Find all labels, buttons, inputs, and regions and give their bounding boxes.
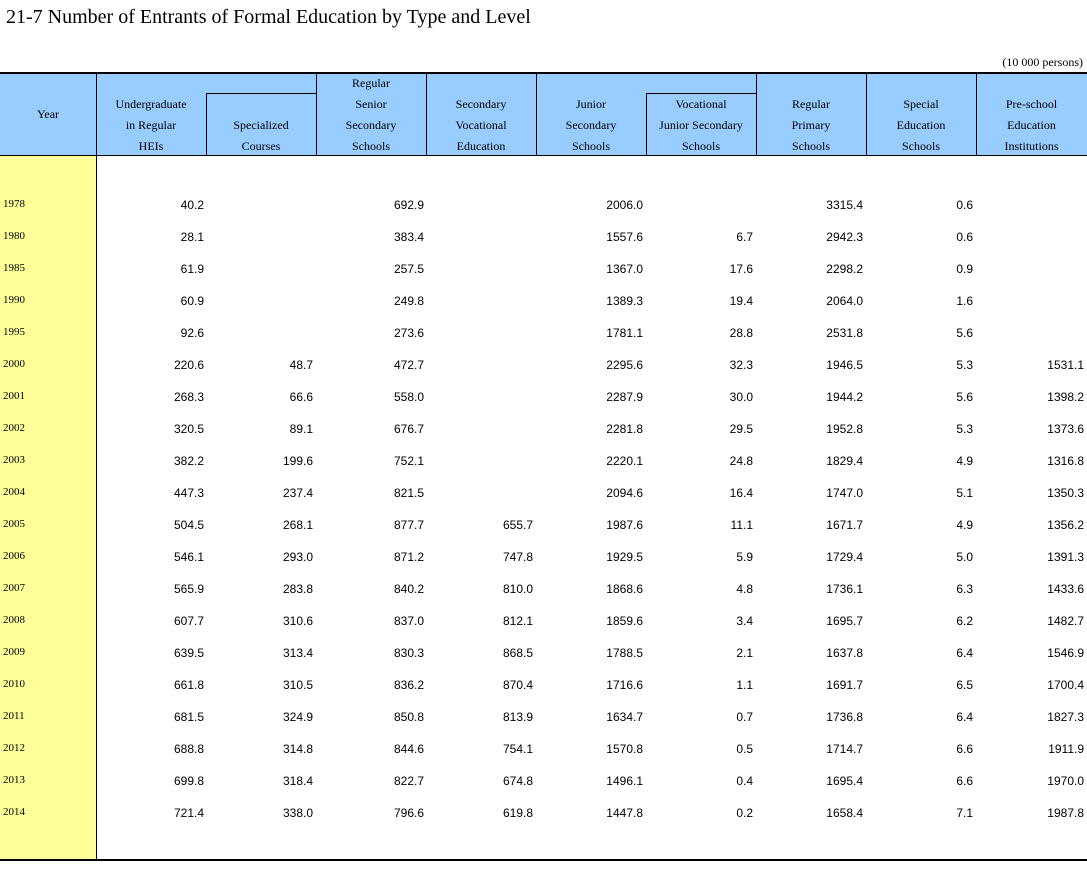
- value-cell: 220.6: [173, 358, 204, 372]
- value-cell: 5.3: [956, 358, 973, 372]
- value-cell: 268.1: [282, 518, 313, 532]
- header-year: Year: [36, 107, 60, 121]
- value-cell: 2287.9: [606, 390, 643, 404]
- value-cell: 2281.8: [606, 422, 643, 436]
- value-cell: 16.4: [729, 486, 753, 500]
- value-cell: 2295.6: [606, 358, 643, 372]
- value-cell: 472.7: [393, 358, 424, 372]
- value-cell: 1716.6: [606, 678, 643, 692]
- value-cell: 313.4: [282, 646, 313, 660]
- value-cell: 1700.4: [1047, 678, 1084, 692]
- value-cell: 1356.2: [1047, 518, 1084, 532]
- value-cell: 6.5: [956, 678, 973, 692]
- value-cell: 320.5: [173, 422, 204, 436]
- value-cell: 692.9: [393, 198, 424, 212]
- value-cell: 813.9: [502, 710, 533, 724]
- table-row: [0, 195, 1087, 215]
- value-cell: 844.6: [393, 742, 424, 756]
- year-cell: 1980: [3, 230, 25, 242]
- value-cell: 565.9: [173, 582, 204, 596]
- value-cell: 1398.2: [1047, 390, 1084, 404]
- value-cell: 871.2: [393, 550, 424, 564]
- value-cell: 310.5: [282, 678, 313, 692]
- value-cell: 2.1: [736, 646, 753, 660]
- value-cell: 1952.8: [826, 422, 863, 436]
- year-cell: 2006: [3, 550, 25, 562]
- header-pre-school: Pre-school Education Institutions: [1004, 97, 1059, 153]
- year-cell: 1985: [3, 262, 25, 274]
- value-cell: 1391.3: [1047, 550, 1084, 564]
- value-cell: 1496.1: [606, 774, 643, 788]
- value-cell: 3.4: [736, 614, 753, 628]
- value-cell: 6.4: [956, 710, 973, 724]
- value-cell: 1531.1: [1047, 358, 1084, 372]
- header-special-education: Special Education Schools: [896, 97, 946, 153]
- value-cell: 681.5: [173, 710, 204, 724]
- value-cell: 1946.5: [826, 358, 863, 372]
- value-cell: 40.2: [180, 198, 204, 212]
- value-cell: 721.4: [173, 806, 204, 820]
- table-row: [0, 707, 1087, 727]
- value-cell: 639.5: [173, 646, 204, 660]
- value-cell: 249.8: [393, 294, 424, 308]
- value-cell: 257.5: [393, 262, 424, 276]
- value-cell: 1634.7: [606, 710, 643, 724]
- value-cell: 6.6: [956, 742, 973, 756]
- value-cell: 0.7: [736, 710, 753, 724]
- value-cell: 29.5: [729, 422, 753, 436]
- year-cell: 2001: [3, 390, 25, 402]
- value-cell: 877.7: [393, 518, 424, 532]
- value-cell: 0.9: [956, 262, 973, 276]
- value-cell: 1316.8: [1047, 454, 1084, 468]
- value-cell: 747.8: [502, 550, 533, 564]
- value-cell: 812.1: [502, 614, 533, 628]
- value-cell: 1637.8: [826, 646, 863, 660]
- year-cell: 2007: [3, 582, 25, 594]
- value-cell: 382.2: [173, 454, 204, 468]
- header-junior-secondary: Junior Secondary Schools: [565, 97, 617, 153]
- value-cell: 1.1: [736, 678, 753, 692]
- value-cell: 1868.6: [606, 582, 643, 596]
- value-cell: 3315.4: [826, 198, 863, 212]
- value-cell: 752.1: [393, 454, 424, 468]
- page-title: 21-7 Number of Entrants of Formal Education by Type and Level: [6, 6, 531, 28]
- value-cell: 6.3: [956, 582, 973, 596]
- table-top-rule: [0, 72, 1087, 74]
- value-cell: 383.4: [393, 230, 424, 244]
- value-cell: 310.6: [282, 614, 313, 628]
- year-cell: 2002: [3, 422, 25, 434]
- year-cell: 1990: [3, 294, 25, 306]
- value-cell: 1911.9: [1048, 742, 1084, 756]
- value-cell: 2531.8: [826, 326, 863, 340]
- value-cell: 1691.7: [826, 678, 863, 692]
- value-cell: 661.8: [173, 678, 204, 692]
- value-cell: 1695.4: [826, 774, 863, 788]
- table-row: [0, 355, 1087, 375]
- value-cell: 66.6: [289, 390, 313, 404]
- year-cell: 2009: [3, 646, 25, 658]
- value-cell: 1658.4: [826, 806, 863, 820]
- value-cell: 850.8: [393, 710, 424, 724]
- value-cell: 5.0: [956, 550, 973, 564]
- value-cell: 830.3: [393, 646, 424, 660]
- value-cell: 89.1: [289, 422, 313, 436]
- value-cell: 5.6: [956, 390, 973, 404]
- value-cell: 1729.4: [826, 550, 863, 564]
- value-cell: 199.6: [282, 454, 313, 468]
- value-cell: 61.9: [180, 262, 204, 276]
- value-cell: 1859.6: [606, 614, 643, 628]
- value-cell: 447.3: [173, 486, 204, 500]
- table-row: [0, 291, 1087, 311]
- value-cell: 5.6: [956, 326, 973, 340]
- table-row: [0, 259, 1087, 279]
- value-cell: 868.5: [502, 646, 533, 660]
- value-cell: 1546.9: [1047, 646, 1084, 660]
- table-row: [0, 611, 1087, 631]
- header-regular-senior: Regular Senior Secondary Schools: [345, 76, 397, 153]
- value-cell: 558.0: [393, 390, 424, 404]
- value-cell: 6.6: [956, 774, 973, 788]
- header-vocational-junior: Vocational Junior Secondary Schools: [659, 97, 743, 153]
- value-cell: 1367.0: [606, 262, 643, 276]
- value-cell: 28.1: [180, 230, 204, 244]
- value-cell: 1373.6: [1047, 422, 1084, 436]
- value-cell: 676.7: [393, 422, 424, 436]
- year-cell: 2010: [3, 678, 25, 690]
- value-cell: 0.6: [956, 198, 973, 212]
- year-cell: 2011: [3, 710, 25, 722]
- table-row: [0, 771, 1087, 791]
- table-row: [0, 579, 1087, 599]
- value-cell: 2094.6: [606, 486, 643, 500]
- value-cell: 546.1: [173, 550, 204, 564]
- value-cell: 810.0: [502, 582, 533, 596]
- table-row: [0, 387, 1087, 407]
- table-bottom-rule: [0, 859, 1087, 861]
- value-cell: 607.7: [173, 614, 204, 628]
- year-cell: 2005: [3, 518, 25, 530]
- value-cell: 1695.7: [826, 614, 863, 628]
- value-cell: 5.9: [736, 550, 753, 564]
- value-cell: 796.6: [393, 806, 424, 820]
- header-regular-primary: Regular Primary Schools: [791, 97, 831, 153]
- value-cell: 60.9: [180, 294, 204, 308]
- value-cell: 504.5: [173, 518, 204, 532]
- value-cell: 0.2: [736, 806, 753, 820]
- value-cell: 1350.3: [1047, 486, 1084, 500]
- value-cell: 1736.8: [826, 710, 863, 724]
- value-cell: 4.9: [956, 454, 973, 468]
- header-subrule: [206, 93, 316, 94]
- value-cell: 1389.3: [606, 294, 643, 308]
- value-cell: 273.6: [393, 326, 424, 340]
- value-cell: 1829.4: [826, 454, 863, 468]
- value-cell: 237.4: [282, 486, 313, 500]
- value-cell: 11.1: [730, 518, 753, 532]
- value-cell: 4.9: [956, 518, 973, 532]
- value-cell: 1747.0: [826, 486, 863, 500]
- value-cell: 2220.1: [606, 454, 643, 468]
- year-cell: 1978: [3, 198, 25, 210]
- value-cell: 314.8: [282, 742, 313, 756]
- year-cell: 1995: [3, 326, 25, 338]
- table-row: [0, 675, 1087, 695]
- value-cell: 30.0: [729, 390, 753, 404]
- year-cell: 2000: [3, 358, 25, 370]
- value-cell: 699.8: [173, 774, 204, 788]
- table-row: [0, 483, 1087, 503]
- value-cell: 1433.6: [1047, 582, 1084, 596]
- value-cell: 19.4: [729, 294, 753, 308]
- value-cell: 754.1: [502, 742, 533, 756]
- value-cell: 5.3: [956, 422, 973, 436]
- value-cell: 6.2: [956, 614, 973, 628]
- value-cell: 268.3: [173, 390, 204, 404]
- value-cell: 2006.0: [606, 198, 643, 212]
- year-cell: 2014: [3, 806, 25, 818]
- value-cell: 324.9: [282, 710, 313, 724]
- value-cell: 2298.2: [826, 262, 863, 276]
- table-row: [0, 803, 1087, 823]
- value-cell: 48.7: [289, 358, 313, 372]
- value-cell: 2942.3: [826, 230, 863, 244]
- table-row: [0, 739, 1087, 759]
- table-row: [0, 323, 1087, 343]
- year-cell: 2013: [3, 774, 25, 786]
- value-cell: 1482.7: [1047, 614, 1084, 628]
- value-cell: 1557.6: [606, 230, 643, 244]
- value-cell: 1570.8: [606, 742, 643, 756]
- value-cell: 1714.7: [826, 742, 863, 756]
- value-cell: 1929.5: [606, 550, 643, 564]
- year-cell: 2004: [3, 486, 25, 498]
- value-cell: 6.7: [736, 230, 753, 244]
- value-cell: 822.7: [393, 774, 424, 788]
- value-cell: 1987.6: [606, 518, 643, 532]
- table-row: [0, 643, 1087, 663]
- header-specialized: Specialized Courses: [233, 118, 289, 153]
- value-cell: 1781.1: [606, 326, 643, 340]
- year-cell: 2003: [3, 454, 25, 466]
- value-cell: 1944.2: [826, 390, 863, 404]
- table-row: [0, 419, 1087, 439]
- value-cell: 1.6: [956, 294, 973, 308]
- value-cell: 688.8: [173, 742, 204, 756]
- value-cell: 840.2: [393, 582, 424, 596]
- value-cell: 7.1: [956, 806, 973, 820]
- value-cell: 619.8: [502, 806, 533, 820]
- value-cell: 92.6: [180, 326, 204, 340]
- value-cell: 1736.1: [826, 582, 863, 596]
- value-cell: 1788.5: [606, 646, 643, 660]
- value-cell: 32.3: [729, 358, 753, 372]
- value-cell: 674.8: [502, 774, 533, 788]
- value-cell: 6.4: [956, 646, 973, 660]
- value-cell: 28.8: [729, 326, 753, 340]
- value-cell: 293.0: [282, 550, 313, 564]
- value-cell: 870.4: [502, 678, 533, 692]
- table-row: [0, 451, 1087, 471]
- value-cell: 24.8: [729, 454, 753, 468]
- value-cell: 0.4: [736, 774, 753, 788]
- table-row: [0, 547, 1087, 567]
- table-row: [0, 515, 1087, 535]
- year-cell: 2012: [3, 742, 25, 754]
- value-cell: 4.8: [736, 582, 753, 596]
- value-cell: 5.1: [956, 486, 973, 500]
- unit-note: (10 000 persons): [1002, 55, 1083, 69]
- header-secondary-vocational: Secondary Vocational Education: [455, 97, 507, 153]
- value-cell: 1987.8: [1047, 806, 1084, 820]
- value-cell: 318.4: [282, 774, 313, 788]
- value-cell: 17.6: [729, 262, 753, 276]
- value-cell: 655.7: [502, 518, 533, 532]
- value-cell: 1827.3: [1047, 710, 1084, 724]
- value-cell: 0.5: [736, 742, 753, 756]
- year-cell: 2008: [3, 614, 25, 626]
- value-cell: 1447.8: [606, 806, 643, 820]
- value-cell: 1671.7: [826, 518, 863, 532]
- table-row: [0, 227, 1087, 247]
- value-cell: 836.2: [393, 678, 424, 692]
- value-cell: 837.0: [393, 614, 424, 628]
- value-cell: 2064.0: [826, 294, 863, 308]
- value-cell: 338.0: [282, 806, 313, 820]
- value-cell: 283.8: [282, 582, 313, 596]
- value-cell: 821.5: [393, 486, 424, 500]
- header-undergraduate: Undergraduate in Regular HEIs: [115, 97, 187, 153]
- value-cell: 0.6: [956, 230, 973, 244]
- value-cell: 1970.0: [1047, 774, 1084, 788]
